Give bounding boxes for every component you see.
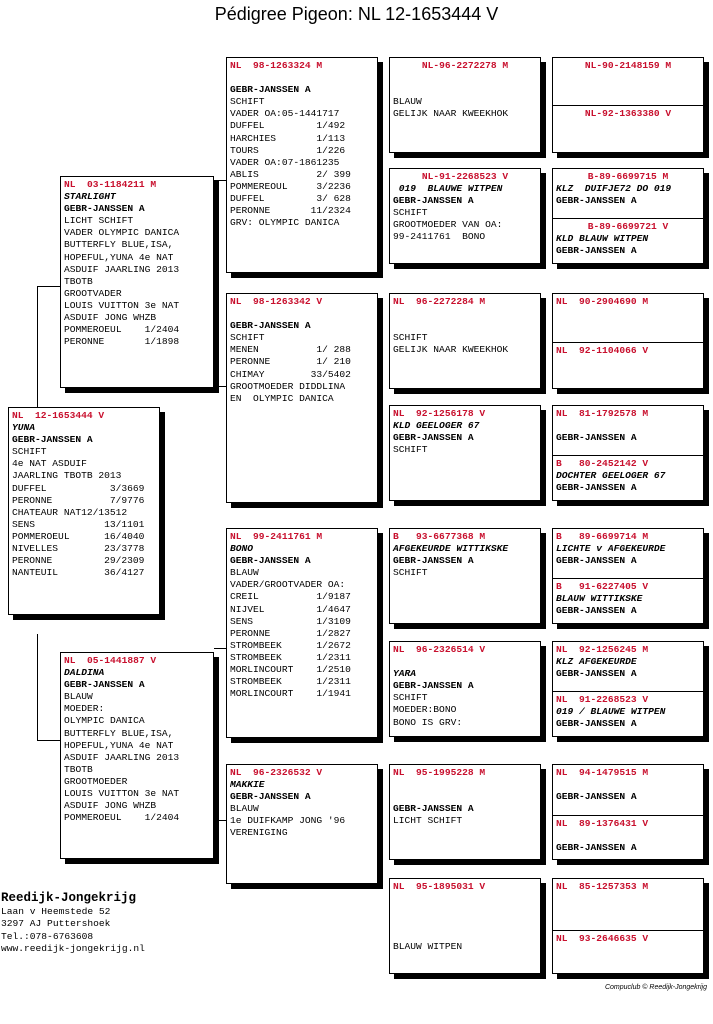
- info-line: OLYMPIC DANICA: [64, 715, 145, 727]
- breeder-website[interactable]: www.reedijk-jongekrijg.nl: [1, 943, 145, 955]
- info-line: GEBR-JANSSEN A: [556, 432, 637, 444]
- pigeon-name: YUNA: [12, 422, 36, 434]
- info-line: 1e DUIFKAMP JONG '96: [230, 815, 346, 827]
- great-grandparent-card[interactable]: [389, 878, 541, 974]
- info-line: BONO IS GRV:: [393, 716, 463, 728]
- pigeon-name: LICHTE v AFGEKEURDE: [556, 543, 666, 555]
- breeder-phone: Tel.:078-6763608: [1, 930, 94, 942]
- breeder-name: Reedijk-Jongekrijg: [1, 891, 137, 905]
- info-line: [393, 917, 537, 929]
- info-line: LICHT SCHIFT: [64, 215, 134, 227]
- connector-line: [37, 286, 38, 412]
- ancestor-male[interactable]: [553, 642, 703, 695]
- info-line: BLAUW: [393, 96, 422, 108]
- software-credit: Compuclub © Reedijk-Jongekrijg: [604, 984, 707, 991]
- info-line: GEBR-JANSSEN A: [556, 605, 637, 617]
- pigeon-name: 019 / BLAUWE WITPEN: [556, 706, 666, 718]
- info-line: SCHIFT: [230, 96, 265, 108]
- info-line: BLAUW WITPEN: [393, 941, 463, 953]
- pigeon-name: KLZ AFGEKEURDE: [556, 656, 637, 668]
- pigeon-name: BLAUW WITTIKSKE: [556, 593, 643, 605]
- info-line: PERONNE 7/9776: [12, 494, 145, 506]
- ring-number: NL-92-1363380 V: [584, 108, 672, 119]
- ring-number: B-89-6699721 V: [587, 221, 669, 232]
- info-line: TOURS 1/226: [230, 144, 346, 156]
- info-line: 99-2411761 BONO: [393, 231, 486, 243]
- info-line: GEBR-JANSSEN A: [556, 668, 637, 680]
- ring-number: NL 03-1184211 M: [64, 179, 157, 190]
- info-line: SENS 1/3109: [230, 615, 351, 627]
- info-line: JAARLING TBOTB 2013: [12, 470, 122, 482]
- grandparent-card[interactable]: [226, 293, 378, 503]
- ring-number: NL 89-1376431 V: [556, 818, 649, 829]
- connector-line: [37, 740, 60, 741]
- info-line: MORLINCOURT 1/1941: [230, 688, 351, 700]
- info-line: SCHIFT: [12, 446, 47, 458]
- great-grandparent-card[interactable]: [389, 168, 541, 264]
- subject-pigeon-card[interactable]: [8, 407, 160, 615]
- pigeon-name: MAKKIE: [230, 779, 265, 791]
- info-line: DUFFEL 1/492: [230, 120, 346, 132]
- great-great-grandparents-card[interactable]: [552, 878, 704, 974]
- great-great-grandparents-card[interactable]: [552, 57, 704, 153]
- ancestor-male[interactable]: [553, 529, 703, 582]
- ring-number: B 89-6699714 M: [556, 531, 649, 542]
- info-line: ABLIS 2/ 399: [230, 168, 351, 180]
- info-line: GEBR-JANSSEN A: [230, 555, 311, 567]
- ring-number: NL-96-2272278 M: [421, 60, 509, 71]
- info-line: GROOTMOEDER: [64, 775, 128, 787]
- ancestor-female[interactable]: [553, 579, 703, 623]
- info-line: [230, 72, 374, 84]
- ring-number: NL 92-1104066 V: [556, 345, 649, 356]
- info-line: SCHIFT: [393, 207, 428, 219]
- info-line: LOUIS VUITTON 3e NAT: [64, 788, 180, 800]
- info-line: [393, 791, 537, 803]
- info-line: GEBR-JANSSEN A: [230, 791, 311, 803]
- ancestor-male[interactable]: [553, 58, 703, 109]
- pigeon-name: KLD BLAUW WITPEN: [556, 233, 649, 245]
- ancestor-female[interactable]: [553, 816, 703, 859]
- info-line: CHATEAUR NAT12/13512: [12, 506, 128, 518]
- ring-number: NL 98-1263324 M: [230, 60, 323, 71]
- info-line: [393, 308, 537, 320]
- info-line: [556, 830, 700, 842]
- info-line: GEBR-JANSSEN A: [556, 791, 637, 803]
- info-line: GROOTMOEDER VAN OA:: [393, 219, 503, 231]
- pigeon-name: AFGEKEURDE WITTIKSKE: [393, 543, 509, 555]
- info-line: [393, 72, 537, 84]
- info-line: CHIMAY 33/5402: [230, 368, 351, 380]
- info-line: [230, 308, 374, 320]
- info-line: BLAUW: [230, 567, 259, 579]
- info-line: GEBR-JANSSEN A: [230, 84, 311, 96]
- info-line: ASDUIF JONG WHZB: [64, 312, 157, 324]
- info-line: [393, 929, 537, 941]
- father-card[interactable]: [60, 176, 214, 388]
- grandparent-card[interactable]: [226, 764, 378, 884]
- pigeon-name: STARLIGHT: [64, 191, 116, 203]
- info-line: PERONNE 29/2309: [12, 555, 145, 567]
- info-line: SCHIFT: [393, 332, 428, 344]
- info-line: DUFFEL 3/ 628: [230, 193, 351, 205]
- great-great-grandparents-card[interactable]: [552, 641, 704, 737]
- info-line: BUTTERFLY BLUE,ISA,: [64, 239, 174, 251]
- ring-number: NL 93-2646635 V: [556, 933, 649, 944]
- great-great-grandparents-card[interactable]: [552, 168, 704, 264]
- info-line: MOEDER:BONO: [393, 704, 457, 716]
- connector-line: [214, 180, 226, 181]
- info-line: [556, 779, 700, 791]
- info-line: MOEDER:: [64, 703, 105, 715]
- connector-line: [37, 634, 38, 740]
- info-line: GEBR-JANSSEN A: [393, 803, 474, 815]
- info-line: BLAUW: [64, 691, 93, 703]
- connector-line: [214, 820, 226, 821]
- info-line: 4e NAT ASDUIF: [12, 458, 87, 470]
- pigeon-name: DALDINA: [64, 667, 105, 679]
- info-line: NIJVEL 1/4647: [230, 603, 351, 615]
- ring-number: NL 92-1256178 V: [393, 408, 486, 419]
- great-great-grandparents-card[interactable]: [552, 764, 704, 860]
- ring-number: NL 85-1257353 M: [556, 881, 649, 892]
- info-line: PERONNE 1/2827: [230, 627, 351, 639]
- ring-number: B-89-6699715 M: [587, 171, 669, 182]
- ancestor-female[interactable]: [553, 931, 703, 973]
- info-line: STROMBEEK 1/2311: [230, 676, 351, 688]
- info-line: HOPEFUL,YUNA 4e NAT: [64, 739, 174, 751]
- info-line: GEBR-JANSSEN A: [64, 679, 145, 691]
- info-line: GEBR-JANSSEN A: [556, 718, 637, 730]
- breeder-postcode: 3297 AJ Puttershoek: [1, 918, 111, 930]
- info-line: PERONNE 11/2324: [230, 205, 351, 217]
- grandparent-card[interactable]: [226, 528, 378, 738]
- info-line: VADER OLYMPIC DANICA: [64, 227, 180, 239]
- info-line: NANTEUIL 36/4127: [12, 567, 145, 579]
- info-line: SENS 13/1101: [12, 518, 145, 530]
- ring-number: NL 91-2268523 V: [556, 694, 649, 705]
- ancestor-female[interactable]: [553, 692, 703, 736]
- info-line: POMMEROEUL 16/4040: [12, 530, 145, 542]
- ring-number: NL 95-1995228 M: [393, 767, 486, 778]
- info-line: [393, 84, 537, 96]
- info-line: VADER OA:05-1441717: [230, 108, 340, 120]
- info-line: GEBR-JANSSEN A: [64, 203, 145, 215]
- connector-line: [37, 286, 60, 287]
- ring-number: NL-90-2148159 M: [584, 60, 672, 71]
- ring-number: NL 98-1263342 V: [230, 296, 323, 307]
- info-line: GRV: OLYMPIC DANICA: [230, 217, 340, 229]
- info-line: HOPEFUL,YUNA 4e NAT: [64, 251, 174, 263]
- info-line: SCHIFT: [230, 332, 265, 344]
- pigeon-name: 019 BLAUWE WITPEN: [393, 183, 503, 195]
- info-line: GEBR-JANSSEN A: [393, 432, 474, 444]
- info-line: GEBR-JANSSEN A: [12, 434, 93, 446]
- info-line: GELIJK NAAR KWEEKHOK: [393, 108, 509, 120]
- info-line: LOUIS VUITTON 3e NAT: [64, 299, 180, 311]
- info-line: [393, 905, 537, 917]
- ring-number: B 80-2452142 V: [556, 458, 649, 469]
- connector-line: [214, 648, 226, 649]
- info-line: POMMEREOUL 3/2236: [230, 180, 351, 192]
- info-line: TBOTB: [64, 763, 93, 775]
- great-grandparent-card[interactable]: [389, 405, 541, 501]
- ring-number: NL 05-1441887 V: [64, 655, 157, 666]
- ancestor-female[interactable]: [553, 343, 703, 388]
- info-line: GEBR-JANSSEN A: [393, 195, 474, 207]
- ancestor-male[interactable]: [553, 406, 703, 459]
- ring-number: NL 96-2272284 M: [393, 296, 486, 307]
- info-line: [393, 779, 537, 791]
- info-line: ASDUIF JONG WHZB: [64, 800, 157, 812]
- ring-number: NL 92-1256245 M: [556, 644, 649, 655]
- info-line: BLAUW: [230, 803, 259, 815]
- great-grandparent-card[interactable]: [389, 528, 541, 624]
- info-line: ASDUIF JAARLING 2013: [64, 263, 180, 275]
- ring-number: B 93-6677368 M: [393, 531, 486, 542]
- page-title: Pédigree Pigeon: NL 12-1653444 V: [214, 4, 499, 24]
- info-line: [393, 320, 537, 332]
- ring-number: NL-91-2268523 V: [421, 171, 509, 182]
- ring-number: NL 96-2326532 V: [230, 767, 323, 778]
- grandparent-card[interactable]: [226, 57, 378, 273]
- ancestor-male[interactable]: [553, 765, 703, 819]
- info-line: GROOTMOEDER DIDDLINA: [230, 380, 346, 392]
- ring-number: NL 12-1653444 V: [12, 410, 105, 421]
- info-line: TBOTB: [64, 275, 93, 287]
- mother-card[interactable]: [60, 652, 214, 859]
- info-line: NIVELLES 23/3778: [12, 543, 145, 555]
- info-line: LICHT SCHIFT: [393, 815, 463, 827]
- info-line: PERONNE 1/1898: [64, 336, 180, 348]
- info-line: SCHIFT: [393, 444, 428, 456]
- info-line: STROMBEEK 1/2311: [230, 651, 351, 663]
- ring-number: NL 95-1895031 V: [393, 881, 486, 892]
- info-line: PERONNE 1/ 210: [230, 356, 351, 368]
- ring-number: NL 94-1479515 M: [556, 767, 649, 778]
- info-line: VADER OA:07-1861235: [230, 156, 340, 168]
- great-grandparent-card[interactable]: [389, 764, 541, 860]
- info-line: GEBR-JANSSEN A: [556, 555, 637, 567]
- info-line: EN OLYMPIC DANICA: [230, 392, 334, 404]
- info-line: POMMEROEUL 1/2404: [64, 324, 180, 336]
- info-line: GEBR-JANSSEN A: [556, 195, 637, 207]
- info-line: GROOTVADER: [64, 287, 122, 299]
- info-line: ASDUIF JAARLING 2013: [64, 751, 180, 763]
- ring-number: NL 96-2326514 V: [393, 644, 486, 655]
- pigeon-name: DOCHTER GEELOGER 67: [556, 470, 666, 482]
- pigeon-name: KLZ DUIFJE72 DO 019: [556, 183, 672, 195]
- info-line: [393, 893, 537, 905]
- ring-number: NL 90-2904690 M: [556, 296, 649, 307]
- ancestor-female[interactable]: [553, 219, 703, 263]
- great-grandparent-card[interactable]: [389, 641, 541, 737]
- connector-line: [214, 386, 226, 387]
- info-line: GEBR-JANSSEN A: [393, 555, 474, 567]
- great-grandparent-card[interactable]: [389, 293, 541, 389]
- info-line: GEBR-JANSSEN A: [230, 320, 311, 332]
- info-line: VERENIGING: [230, 827, 288, 839]
- ancestor-female[interactable]: [553, 106, 703, 152]
- ancestor-female[interactable]: [553, 456, 703, 500]
- info-line: GEBR-JANSSEN A: [556, 482, 637, 494]
- info-line: CREIL 1/9187: [230, 591, 351, 603]
- info-line: [393, 656, 537, 668]
- info-line: SCHIFT: [393, 567, 428, 579]
- ring-number: NL 81-1792578 M: [556, 408, 649, 419]
- info-line: GEBR-JANSSEN A: [556, 245, 637, 257]
- info-line: MENEN 1/ 288: [230, 344, 351, 356]
- great-great-grandparents-card[interactable]: [552, 405, 704, 501]
- ring-number: NL 99-2411761 M: [230, 531, 323, 542]
- info-line: [556, 420, 700, 432]
- info-line: HARCHIES 1/113: [230, 132, 346, 144]
- info-line: STROMBEEK 1/2672: [230, 639, 351, 651]
- ancestor-male[interactable]: [553, 169, 703, 222]
- info-line: POMMEROEUL 1/2404: [64, 812, 180, 824]
- info-line: GEBR-JANSSEN A: [393, 680, 474, 692]
- info-line: GEBR-JANSSEN A: [556, 842, 637, 854]
- breeder-info: [1, 890, 145, 956]
- pigeon-name: KLD GEELOGER 67: [393, 420, 480, 432]
- breeder-address: Laan v Heemstede 52: [1, 906, 111, 917]
- ancestor-male[interactable]: [553, 294, 703, 346]
- info-line: BUTTERFLY BLUE,ISA,: [64, 727, 174, 739]
- info-line: DUFFEL 3/3669: [12, 482, 145, 494]
- ring-number: B 91-6227405 V: [556, 581, 649, 592]
- ancestor-male[interactable]: [553, 879, 703, 934]
- great-great-grandparents-card[interactable]: [552, 293, 704, 389]
- info-line: GELIJK NAAR KWEEKHOK: [393, 344, 509, 356]
- info-line: VADER/GROOTVADER OA:: [230, 579, 346, 591]
- info-line: SCHIFT: [393, 692, 428, 704]
- great-great-grandparents-card[interactable]: [552, 528, 704, 624]
- great-grandparent-card[interactable]: [389, 57, 541, 153]
- pigeon-name: BONO: [230, 543, 254, 555]
- pigeon-name: YARA: [393, 668, 417, 680]
- info-line: MORLINCOURT 1/2510: [230, 664, 351, 676]
